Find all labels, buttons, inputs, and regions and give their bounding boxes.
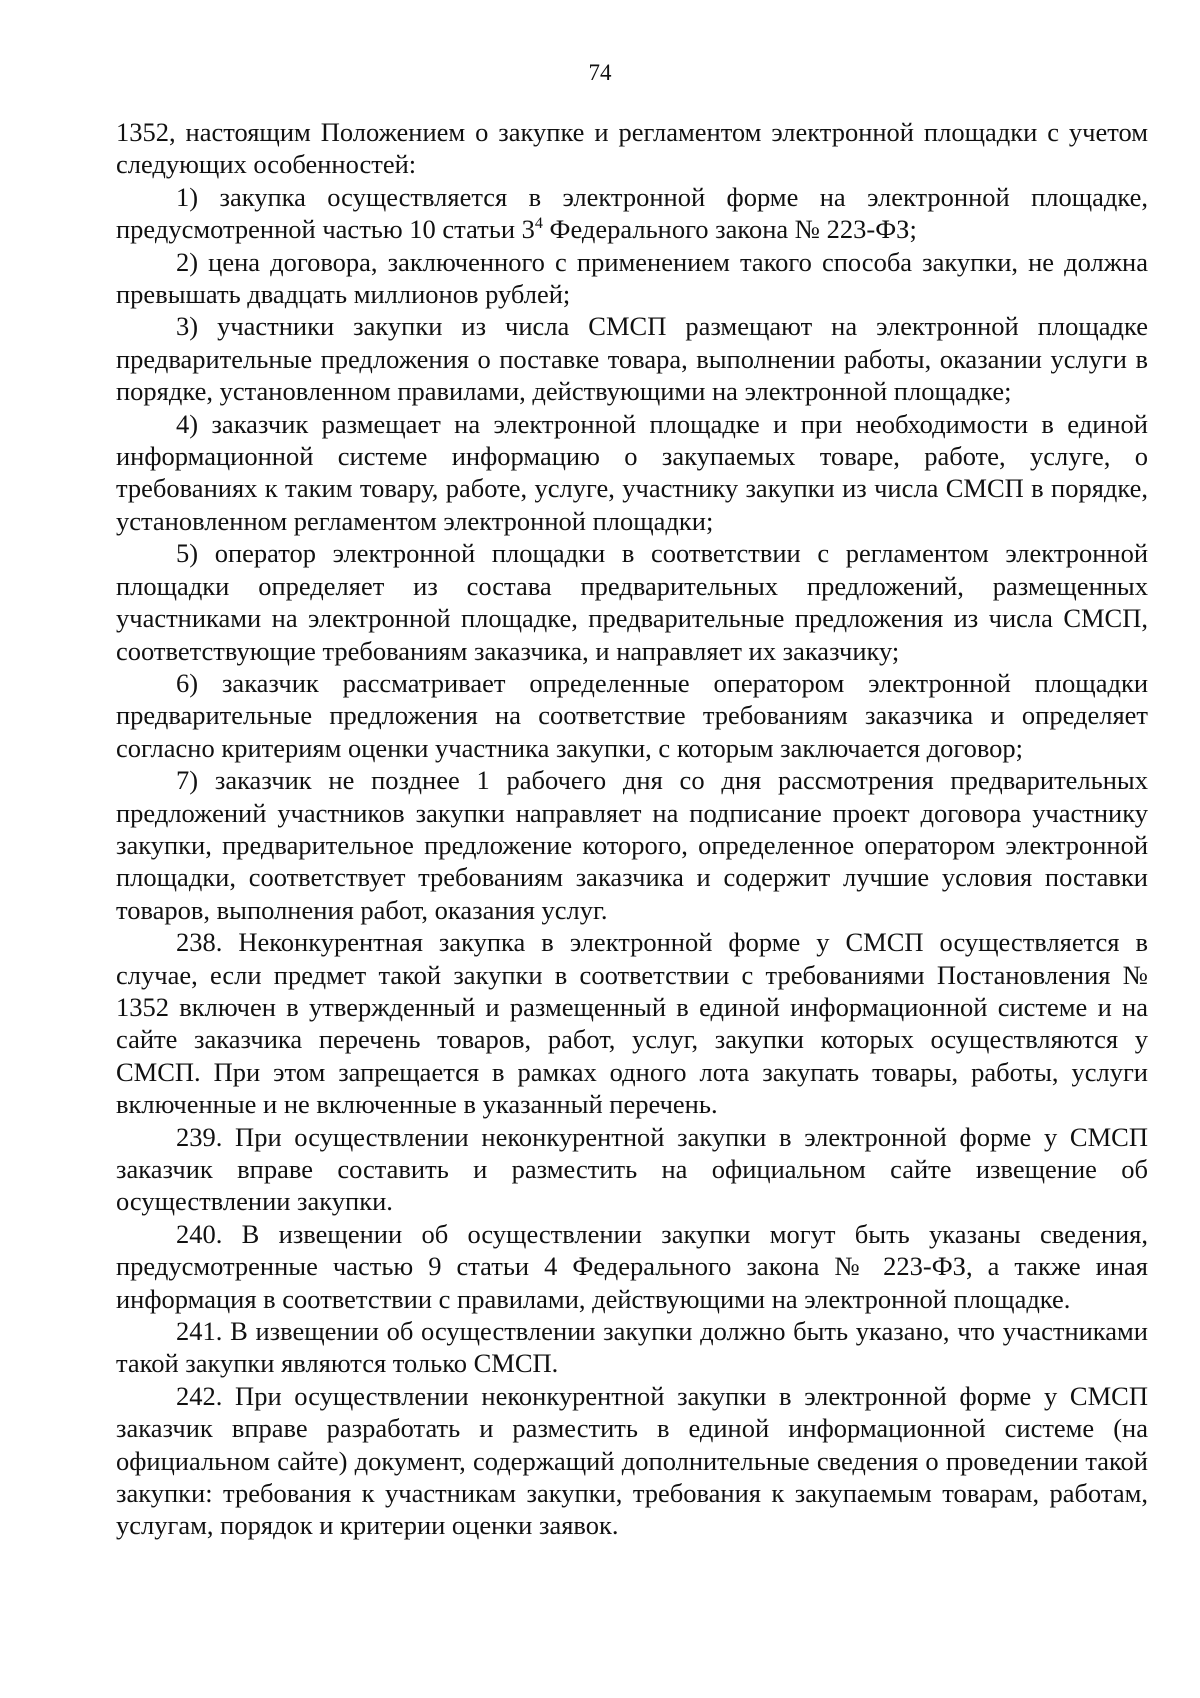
page-number: 74 [588,60,612,85]
paragraph-item-7: 7) заказчик не позднее 1 рабочего дня со дня рассмотрения предварительных предложений участников закупки направляет на подписание проект договора участнику закупки, предварительное предложение которого, определенное оператором электронной площадки, соответствует требованиям заказчика и содержит лучшие условия поставки товаров, выполнения работ, оказания услуг. [116,765,1148,925]
paragraph-continuation: 1352, настоящим Положением о закупке и регламентом электронной площадки с учетом следующих особенностей: [116,117,1148,180]
paragraph-item-1 [116,181,1148,246]
paragraph-242: 242. При осуществлении неконкурентной закупки в электронной форме у СМСП заказчик вправе разработать и разместить в единой информационной системе (на официальном сайте) документ, содержащий дополнительные сведения о проведении такой закупки: требования к участникам закупки, требования к закупаемым товарам, работам, услугам, порядок и критерии оценки заявок. [116,1380,1148,1541]
paragraph-item-4: 4) заказчик размещает на электронной площадке и при необходимости в единой информационной системе информацию о закупаемых товаре, работе, услуге, о требованиях к таким товару, работе, услуге, участнику закупки из числа СМСП в порядке, установленном регламентом электронной площадки; [116,408,1148,536]
superscript-article-number: 4 [534,215,543,233]
paragraph-item-5: 5) оператор электронной площадки в соответствии с регламентом электронной площадки определяет из состава предварительных предложений, размещенных участниками на электронной площадке, предварительные предложения из числа СМСП, соответствующие требованиям заказчика, и направляет их заказчику; [116,538,1148,666]
paragraph-item-3: 3) участники закупки из числа СМСП размещают на электронной площадке предварительные предложения о поставке товара, выполнении работы, оказании услуги в порядке, установленном правилами, действующими на электронной площадке; [116,311,1148,407]
paragraph-item-1-text: 1) закупка осуществляется в электронной форме на электронной площадке, предусмотренной частью 10 статьи 3 [116,181,1148,245]
paragraph-239: 239. При осуществлении неконкурентной закупки в электронной форме у СМСП заказчик вправе составить и разместить на официальном сайте извещение об осуществлении закупки. [116,1121,1148,1217]
paragraph-item-6: 6) заказчик рассматривает определенные оператором электронной площадки предварительные предложения на соответствие требованиям заказчика и определяет согласно критериям оценки участника закупки, с которым заключается договор; [116,667,1148,763]
paragraph-item-1-text-end: Федерального закона № 223-ФЗ; [542,214,917,245]
paragraph-241: 241. В извещении об осуществлении закупки должно быть указано, что участниками такой закупки являются только СМСП. [116,1316,1148,1379]
document-body [116,116,1148,1542]
paragraph-238: 238. Неконкурентная закупка в электронной форме у СМСП осуществляется в случае, если предмет такой закупки в соответствии с требованиями Постановления № 1352 включен в утвержденный и размещенный в единой информационной системе и на сайте заказчика перечень товаров, работ, услуг, закупки которых осуществляются у СМСП. При этом запрещается в рамках одного лота закупать товары, работы, услуги включенные и не включенные в указанный перечень. [116,927,1148,1120]
paragraph-240: 240. В извещении об осуществлении закупки могут быть указаны сведения, предусмотренные частью 9 статьи 4 Федерального закона № 223-ФЗ, а также иная информация в соответствии с правилами, действующими на электронной площадке. [116,1218,1148,1314]
paragraph-item-2: 2) цена договора, заключенного с применением такого способа закупки, не должна превышать двадцать миллионов рублей; [116,246,1148,310]
